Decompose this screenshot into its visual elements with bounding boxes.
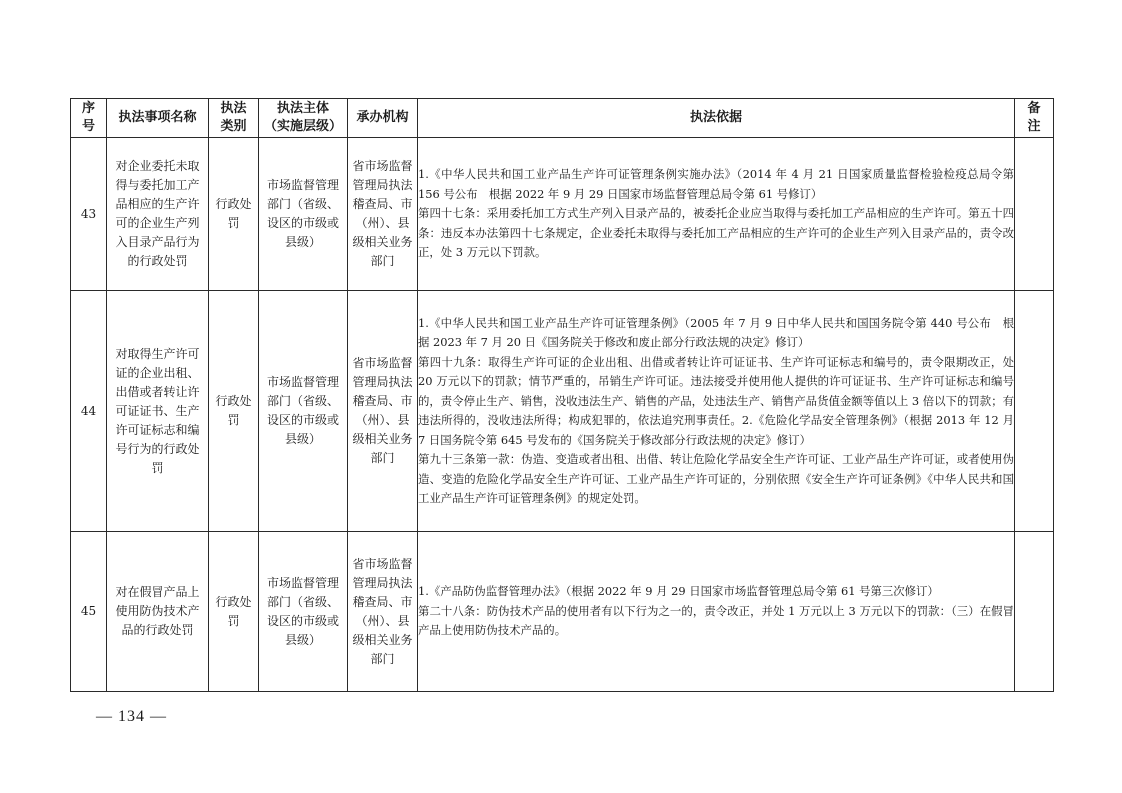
header-subject-line2: （实施层级） — [263, 119, 342, 134]
header-type: 执法类别 — [209, 99, 259, 138]
row-item-name: 对企业委托未取得与委托加工产品相应的生产许可的企业生产列入目录产品行为的行政处罚 — [107, 138, 209, 291]
row-type: 行政处罚 — [209, 532, 259, 692]
header-note: 备注 — [1015, 99, 1054, 138]
row-seq: 45 — [71, 532, 107, 692]
header-basis: 执法依据 — [418, 99, 1015, 138]
row-subject: 市场监督管理部门（省级、设区的市级或县级） — [259, 532, 348, 692]
row-type: 行政处罚 — [209, 291, 259, 532]
row-item-name: 对取得生产许可证的企业出租、出借或者转让许可证证书、生产许可证标志和编号行为的行政处罚 — [107, 291, 209, 532]
basis-paragraph: 1.《产品防伪监督管理办法》（根据 2022 年 9 月 29 日国家市场监督管理总局令第 61 号第三次修订） — [418, 584, 939, 599]
row-subject: 市场监督管理部门（省级、设区的市级或县级） — [259, 291, 348, 532]
row-org: 省市场监督管理局执法稽查局、市（州）、县级相关业务部门 — [348, 532, 418, 692]
row-basis — [418, 138, 1015, 291]
basis-paragraph: 第四十九条：取得生产许可证的企业出租、出借或者转让许可证证书、生产许可证标志和编号的，责令限期改正，处 20 万元以下的罚款；情节严重的，吊销生产许可证。违法接受并使用他人提供的许可证证书、生产许可证标志和编号的，责令停止生产、销售，没收违法生产、销售的产品，处违法生产、销售产品货值金额等值以上 3 倍以下的罚款；有违法所得的，没收违法所得；构成犯罪的，依法追究刑事责任。2.《危险化学品安全管理条例》（根据 2013 年 12 月 7 日国务院令第 645 号发布的《国务院关于修改部分行政法规的决定》修订） — [418, 354, 1014, 447]
basis-paragraph: 第二十八条：防伪技术产品的使用者有以下行为之一的，责令改正，并处 1 万元以上 3 万元以下的罚款：（三）在假冒产品上使用防伪技术产品的。 — [418, 603, 1014, 638]
row-basis — [418, 532, 1015, 692]
header-org: 承办机构 — [348, 99, 418, 138]
row-org: 省市场监督管理局执法稽查局、市（州）、县级相关业务部门 — [348, 291, 418, 532]
row-basis — [418, 291, 1015, 532]
row-seq: 44 — [71, 291, 107, 532]
basis-paragraph: 1.《中华人民共和国工业产品生产许可证管理条例实施办法》（2014 年 4 月 21 日国家质量监督检验检疫总局令第 156 号公布 根据 2022 年 9 月 29 日国家市场监督管理总局令第 61 号修订） — [418, 167, 1014, 201]
basis-paragraph: 1.《中华人民共和国工业产品生产许可证管理条例》（2005 年 7 月 9 日中华人民共和国国务院令第 440 号公布 根据 2023 年 7 月 20 日《国务院关于修改和废止部分行政法规的决定》修订） — [418, 315, 1014, 349]
row-item-name: 对在假冒产品上使用防伪技术产品的行政处罚 — [107, 532, 209, 692]
basis-paragraph: 第九十三条第一款：伪造、变造或者出租、出借、转让危险化学品安全生产许可证、工业产品生产许可证，或者使用伪造、变造的危险化学品安全生产许可证、工业产品生产许可证的，分别依照《安全生产许可证条例》《中华人民共和国工业产品生产许可证管理条例》的规定处罚。 — [418, 452, 1014, 505]
table-row — [71, 291, 1054, 532]
header-subject-line1: 执法主体 — [276, 101, 329, 116]
row-seq: 43 — [71, 138, 107, 291]
table-row — [71, 138, 1054, 291]
table-header-row — [71, 99, 1054, 138]
header-name: 执法事项名称 — [107, 99, 209, 138]
row-org: 省市场监督管理局执法稽查局、市（州）、县级相关业务部门 — [348, 138, 418, 291]
header-subject — [259, 99, 348, 138]
row-note — [1015, 138, 1054, 291]
row-type: 行政处罚 — [209, 138, 259, 291]
table-row — [71, 532, 1054, 692]
row-note — [1015, 291, 1054, 532]
law-enforcement-table — [70, 98, 1054, 692]
row-note — [1015, 532, 1054, 692]
basis-paragraph: 第四十七条：采用委托加工方式生产列入目录产品的，被委托企业应当取得与委托加工产品相应的生产许可。第五十四条：违反本办法第四十七条规定，企业委托未取得与委托加工产品相应的生产许可的企业生产列入目录产品的，责令改正，处 3 万元以下罚款。 — [418, 206, 1014, 260]
page-number: — 134 — — [96, 708, 167, 725]
row-subject: 市场监督管理部门（省级、设区的市级或县级） — [259, 138, 348, 291]
header-seq: 序号 — [71, 99, 107, 138]
